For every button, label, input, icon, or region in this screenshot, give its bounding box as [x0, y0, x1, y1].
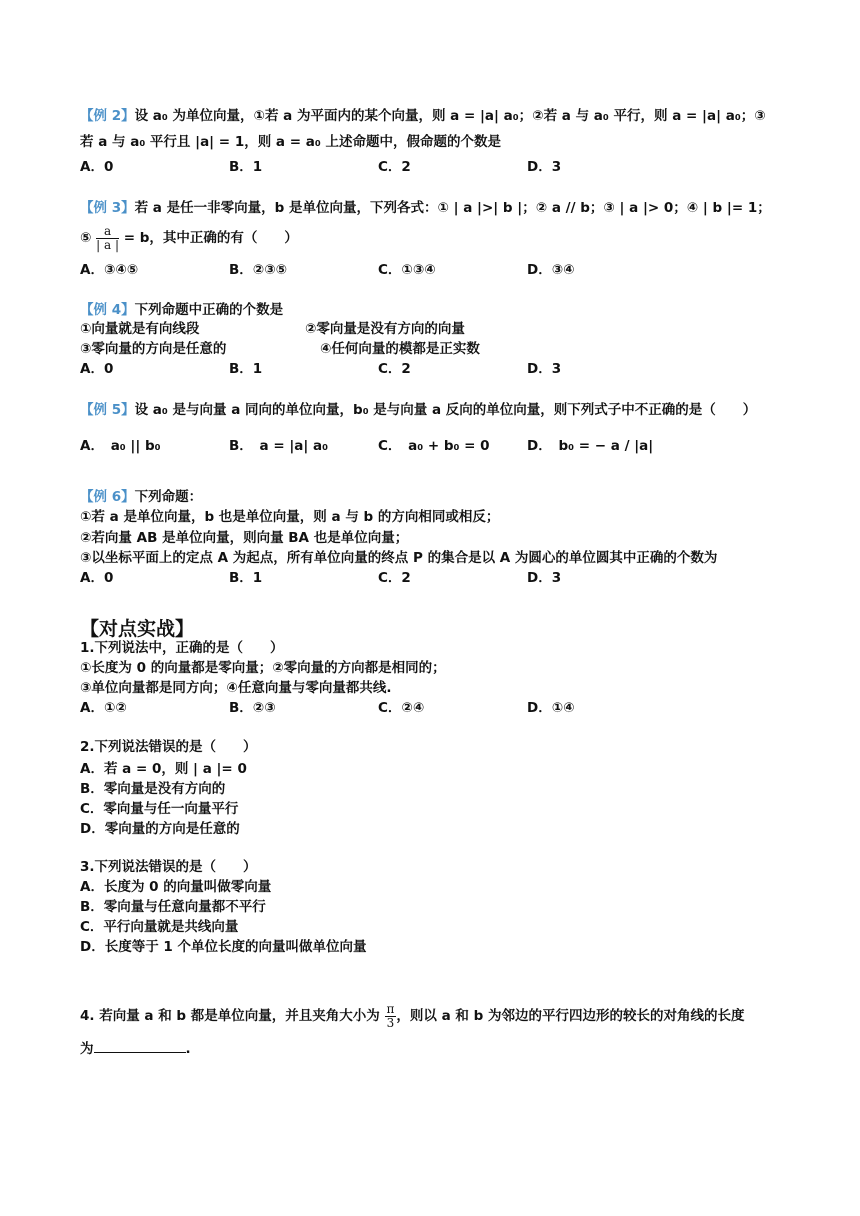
example-3-option-d: D．③④: [527, 262, 575, 278]
question-4-line-2: [80, 1038, 191, 1059]
example-5-tag: 【例 5】: [80, 402, 135, 418]
example-6-item-3: ③以坐标平面上的定点 A 为起点，所有单位向量的终点 P 的集合是以 A 为圆心的单位圆其中正确的个数为: [80, 550, 718, 566]
question-3-option-c: C．平行向量就是共线向量: [80, 919, 239, 935]
example-2-tag: 【例 2】: [80, 108, 135, 124]
question-1-line-2: ③单位向量都是同方向；④任意向量与零向量都共线.: [80, 680, 392, 696]
example-3-fraction-numerator: a: [96, 225, 119, 239]
question-1-option-c: C．②④: [378, 700, 425, 716]
example-5-option-c: C． a₀ + b₀ = 0: [378, 438, 490, 454]
example-3-option-c: C．①③④: [378, 262, 436, 278]
question-1-option-d: D．①④: [527, 700, 575, 716]
example-2-text-1: 设 a₀ 为单位向量，①若 a 为平面内的某个向量，则 a = |a| a₀；②若 a 与 a₀ 平行，则 a = |a| a₀；③: [134, 108, 766, 124]
example-6-option-c: C．2: [378, 570, 411, 586]
question-1-line-1: ①长度为 0 的向量都是零向量；②零向量的方向都是相同的；: [80, 660, 446, 676]
example-4-option-b: B．1: [229, 361, 263, 377]
question-4-text-3: 为: [80, 1041, 94, 1057]
example-2-line-1: [80, 106, 766, 126]
example-3-text-2: = b，其中正确的有（ ）: [119, 230, 298, 246]
angle-fraction-numerator: π: [386, 1001, 395, 1016]
example-3-option-b: B．②③⑤: [229, 262, 288, 278]
question-2-option-c: C．零向量与任一向量平行: [80, 801, 239, 817]
example-3-fraction: [96, 225, 119, 252]
example-4-option-a: A．0: [80, 361, 114, 377]
example-4-line-1: [80, 300, 283, 320]
question-1-option-b: B．②③: [229, 700, 276, 716]
example-2-line-2: 若 a 与 a₀ 平行且 |a| = 1，则 a = a₀ 上述命题中，假命题的个数是: [80, 134, 501, 150]
example-6-option-a: A．0: [80, 570, 114, 586]
example-6-option-b: B．1: [229, 570, 263, 586]
question-2-option-a: A．若 a = 0，则 | a |= 0: [80, 761, 247, 777]
example-4-text: 下列命题中正确的个数是: [134, 302, 284, 318]
example-6-tag: 【例 6】: [80, 489, 135, 505]
example-4-item-3: ③零向量的方向是任意的: [80, 341, 227, 357]
example-4-option-d: D．3: [527, 361, 562, 377]
example-2-option-a: A．0: [80, 159, 114, 175]
question-4-line-1: [80, 1000, 744, 1032]
example-4-item-4: ④任何向量的模都是正实数: [320, 341, 480, 357]
example-6-option-d: D．3: [527, 570, 562, 586]
example-5-text: 设 a₀ 是与向量 a 同向的单位向量，b₀ 是与向量 a 反向的单位向量，则下列式子中不正确的是（ ）: [134, 402, 757, 418]
question-3-option-d: D．长度等于 1 个单位长度的向量叫做单位向量: [80, 939, 367, 955]
question-4-text-4: .: [185, 1041, 191, 1057]
question-3-stem: 3.下列说法错误的是（ ）: [80, 859, 257, 875]
example-6-text: 下列命题：: [134, 489, 203, 505]
example-3-text-1: 若 a 是任一非零向量，b 是单位向量，下列各式：① | a |>| b |；② a // b；③ | a |> 0；④ | b |= 1；: [134, 200, 771, 216]
angle-fraction: [385, 1003, 397, 1030]
example-2-option-d: D．3: [527, 159, 562, 175]
example-4-item-2: ②零向量是没有方向的向量: [305, 321, 465, 337]
example-3-tag: 【例 3】: [80, 200, 135, 216]
example-5-option-d: D． b₀ = − a / |a|: [527, 438, 654, 454]
example-3-line-1: [80, 198, 771, 218]
example-5-option-b: B． a = |a| a₀: [229, 438, 329, 454]
section-title: 【对点实战】: [80, 618, 195, 640]
example-4-tag: 【例 4】: [80, 302, 135, 318]
question-4-text-1: 4. 若向量 a 和 b 都是单位向量，并且夹角大小为: [80, 1008, 380, 1024]
question-4-text-2: ，则以 a 和 b 为邻边的平行四边形的较长的对角线的长度: [396, 1008, 745, 1024]
question-2-option-d: D．零向量的方向是任意的: [80, 821, 240, 837]
example-5-option-a: A． a₀ || b₀: [80, 438, 161, 454]
example-4-option-c: C．2: [378, 361, 411, 377]
example-5-line-1: [80, 400, 756, 420]
example-6-item-1: ①若 a 是单位向量，b 也是单位向量，则 a 与 b 的方向相同或相反；: [80, 509, 500, 525]
example-6-item-2: ②若向量 AB 是单位向量，则向量 BA 也是单位向量；: [80, 530, 409, 546]
example-3-item-5-marker: ⑤: [80, 230, 92, 246]
question-1-stem: 1.下列说法中，正确的是（ ）: [80, 640, 284, 656]
example-3-fraction-denominator: | a |: [96, 237, 120, 252]
answer-blank[interactable]: [94, 1038, 186, 1053]
example-4-item-1: ①向量就是有向线段: [80, 321, 200, 337]
example-3-option-a: A．③④⑤: [80, 262, 139, 278]
example-2-option-b: B．1: [229, 159, 263, 175]
example-6-line-1: [80, 487, 202, 507]
angle-fraction-denominator: 3: [386, 1015, 395, 1030]
example-2-option-c: C．2: [378, 159, 411, 175]
question-3-option-a: A．长度为 0 的向量叫做零向量: [80, 879, 272, 895]
example-3-line-2: [80, 224, 298, 252]
question-3-option-b: B．零向量与任意向量都不平行: [80, 899, 266, 915]
question-2-stem: 2.下列说法错误的是（ ）: [80, 739, 257, 755]
question-1-option-a: A．①②: [80, 700, 127, 716]
question-2-option-b: B．零向量是没有方向的: [80, 781, 226, 797]
